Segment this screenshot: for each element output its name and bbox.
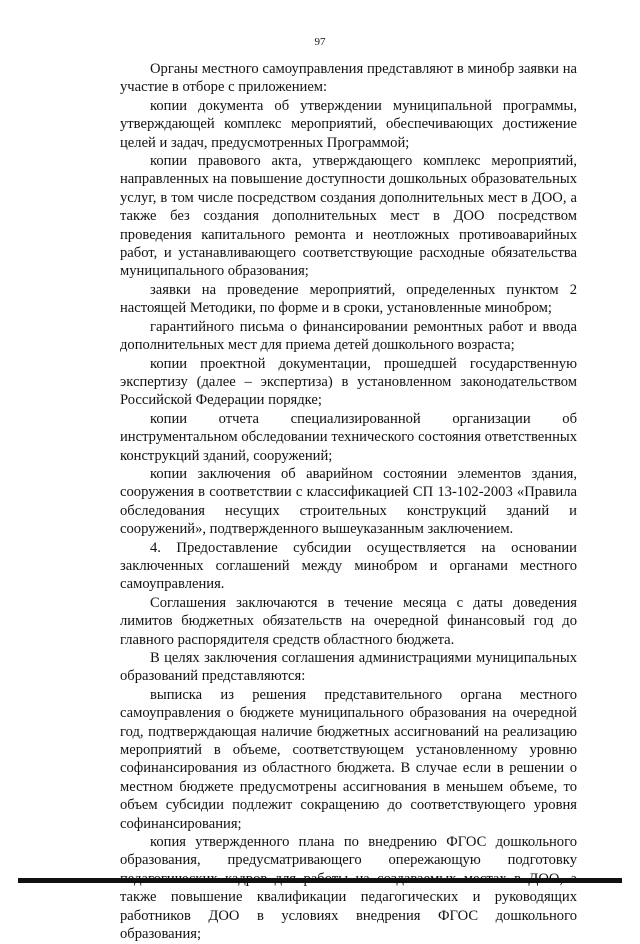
paragraph: заявки на проведение мероприятий, определенных пунктом 2 настоящей Методики, по форме и в сроки, установленные минобром; xyxy=(120,281,577,317)
paragraph: выписка из решения представительного органа местного самоуправления о бюджете муниципального образования на очередной год, подтверждающая наличие бюджетных ассигнований на реализацию мероприятий в объеме, соответствующем установленному уровню софинансирования из областного бюджета. В случае если в решении о местном бюджете предусмотрены ассигнования в меньшем объеме, то объем субсидии подлежит сокращению до соответствующего уровня софинансирования; xyxy=(120,686,577,832)
paragraph: копии проектной документации, прошедшей государственную экспертизу (далее – экспертиза) в установленном законодательством Российской Федерации порядке; xyxy=(120,355,577,409)
page-number: 97 xyxy=(314,36,326,48)
document-body xyxy=(120,60,577,944)
paragraph: копии заключения об аварийном состоянии элементов здания, сооружения в соответствии с классификацией СП 13-102-2003 «Правила обследования несущих строительных конструкций зданий и сооружений», подтвержденного вышеуказанным заключением. xyxy=(120,465,577,538)
paragraph: 4. Предоставление субсидии осуществляется на основании заключенных соглашений между минобром и органами местного самоуправления. xyxy=(120,539,577,593)
paragraph: копии правового акта, утверждающего комплекс мероприятий, направленных на повышение доступности дошкольных образовательных услуг, в том числе посредством создания дополнительных мест в ДОО, а также без создания дополнительных мест в ДОО посредством проведения капитального ремонта и неотложных противоаварийных работ, и устанавливающего соответствующие расходные обязательства муниципального образования; xyxy=(120,153,577,280)
paragraph: Соглашения заключаются в течение месяца с даты доведения лимитов бюджетных обязательств на очередной финансовый год до главного распорядителя средств областного бюджета. xyxy=(120,594,577,648)
bottom-rule xyxy=(18,878,622,883)
paragraph: В целях заключения соглашения администрациями муниципальных образований представляются: xyxy=(120,650,577,685)
paragraph: Органы местного самоуправления представляют в минобр заявки на участие в отборе с приложением: xyxy=(120,61,577,96)
paragraph: копии документа об утверждении муниципальной программы, утверждающей комплекс мероприятий, обеспечивающих достижение целей и задач, предусмотренных Программой; xyxy=(120,97,577,151)
paragraph: гарантийного письма о финансировании ремонтных работ и ввода дополнительных мест для приема детей дошкольного возраста; xyxy=(120,318,577,354)
paragraph: копии отчета специализированной организации об инструментальном обследовании технического состояния ответственных конструкций зданий, сооружений; xyxy=(120,410,577,464)
paragraph: копия утвержденного плана по внедрению ФГОС дошкольного образования, предусматривающего опережающую подготовку также повышение квалификации педагогических и руководящих работников ДОО в условиях внедрения ФГОС дошкольного образования; xyxy=(120,834,577,943)
